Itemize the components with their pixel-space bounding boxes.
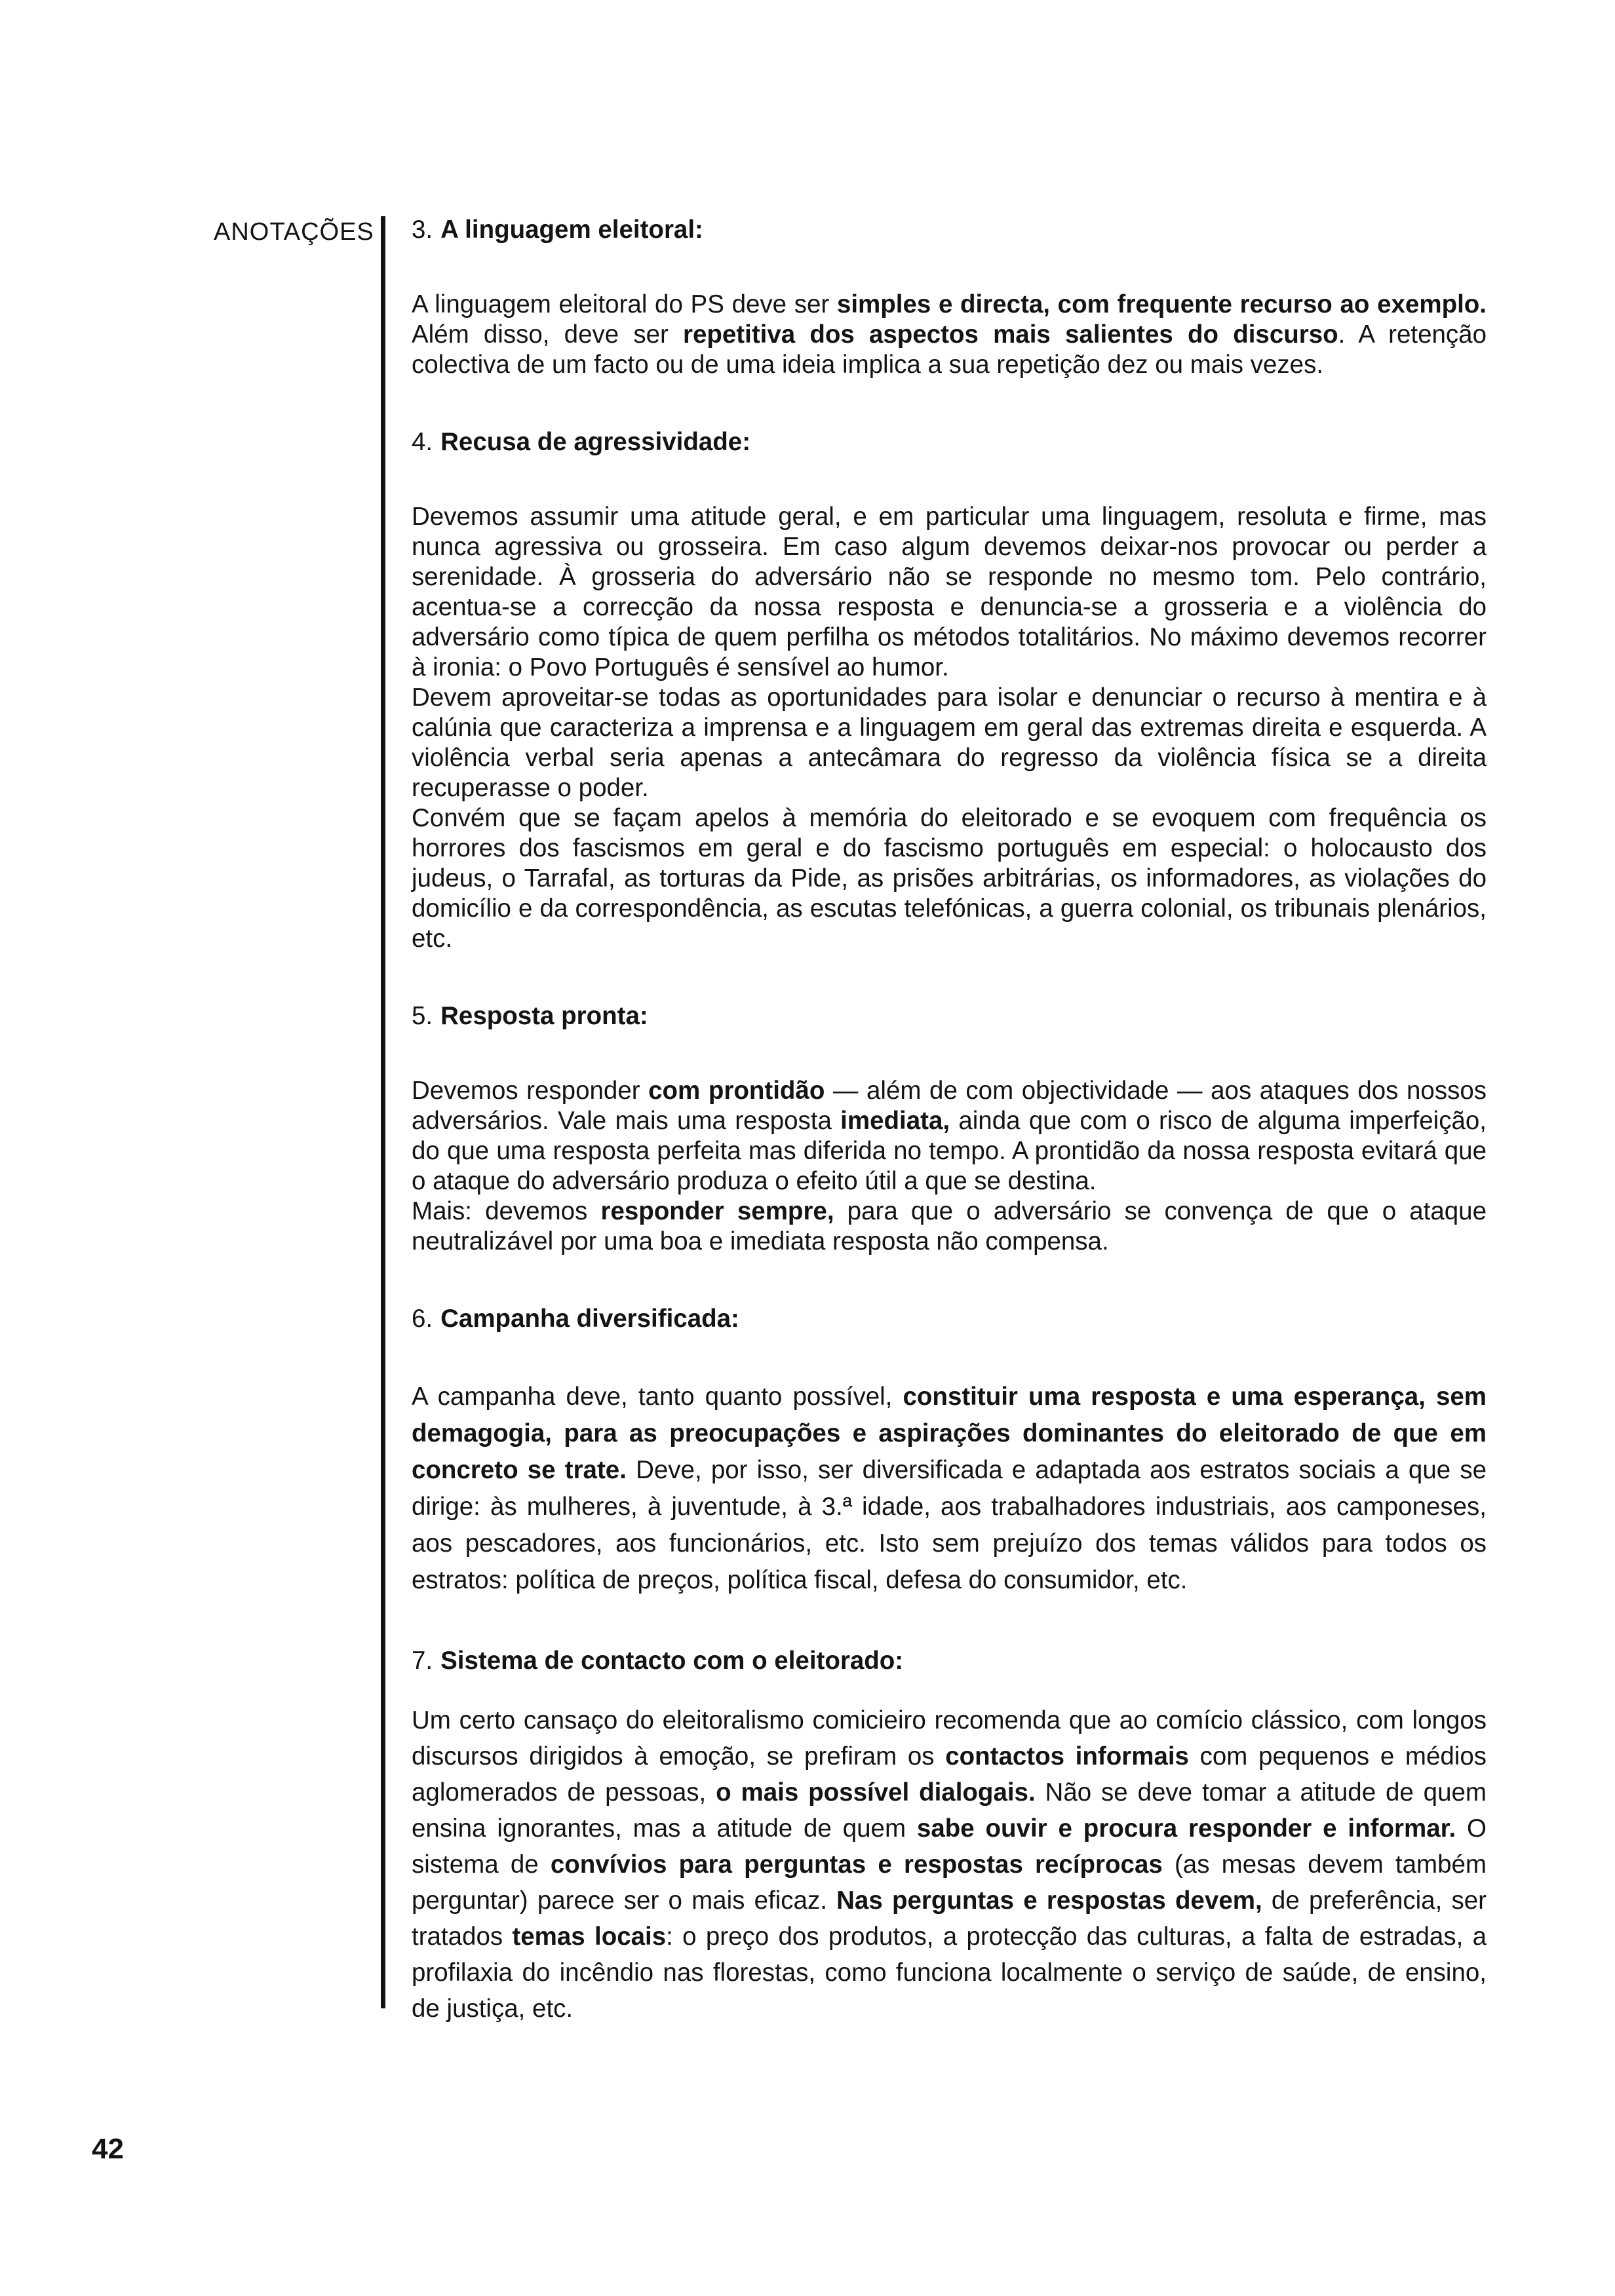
section-number: 6. <box>412 1305 433 1333</box>
section-4-paragraph-2: Devem aproveitar-se todas as oportunidades para isolar e denunciar o recurso à mentira e à calúnia que caracteriza a imprensa e a linguagem em geral das extremas direita e esquerda. A violência verbal seria apenas a antecâmara do regresso da violência física se a direita recuperasse o poder. <box>412 683 1487 802</box>
section-7-heading <box>412 1646 1487 1676</box>
section-number: 4. <box>412 428 433 456</box>
section-5-paragraph-2: Mais: devemos responder sempre, para que o adversário se convença de que o ataque neutralizável por uma boa e imediata resposta não compensa. <box>412 1197 1487 1255</box>
section-title: Campanha diversificada: <box>440 1305 739 1333</box>
section-4-heading <box>412 427 1487 457</box>
section-5-paragraph-1: Devemos responder com prontidão — além de com objectividade — aos ataques dos nossos adversários. Vale mais uma resposta imediata, ainda que com o risco de alguma imperfeição, do que uma resposta perfeita mas diferida no tempo. A prontidão da nossa resposta evitará que o ataque do adversário produza o efeito útil a que se destina. <box>412 1077 1487 1195</box>
section-title: Sistema de contacto com o eleitorado: <box>440 1647 904 1675</box>
section-6-heading <box>412 1304 1487 1334</box>
section-4-paragraph-1: Devemos assumir uma atitude geral, e em particular uma linguagem, resoluta e firme, mas nunca agressiva ou grosseira. Em caso algum devemos deixar-nos provocar ou perder a serenidade. À grosseria do adversário não se responde no mesmo tom. Pelo contrário, acentua-se a correcção da nossa resposta e denuncia-se a grosseria e a violência do adversário como típica de quem perfilha os métodos totalitários. No máximo devemos recorrer à ironia: o Povo Português é sensível ao humor. <box>412 503 1487 681</box>
page-number: 42 <box>92 2133 124 2165</box>
margin-rule <box>381 216 385 2008</box>
section-7-paragraph: Um certo cansaço do eleitoralismo comicieiro recomenda que ao comício clássico, com longos discursos dirigidos à emoção, se prefiram os contactos informais com pequenos e médios aglomerados de pessoas, o mais possível dialogais. Não se deve tomar a atitude de quem ensina ignorantes, mas a atitude de quem sabe ouvir e procura responder e informar. O sistema de convívios para perguntas e respostas recíprocas (as mesas devem também perguntar) parece ser o mais eficaz. Nas perguntas e respostas devem, de preferência, ser tratados temas locais: o preço dos produtos, a protecção das culturas, a falta de estradas, a profilaxia do incêndio nas florestas, como funciona localmente o serviço de saúde, de ensino, de justiça, etc. <box>412 1706 1487 2023</box>
section-number: 3. <box>412 216 433 244</box>
section-title: A linguagem eleitoral: <box>440 216 703 244</box>
document-body <box>412 215 1487 2027</box>
margin-label-anotacoes: ANOTAÇÕES <box>214 218 374 246</box>
section-3-heading <box>412 215 1487 245</box>
section-5-heading <box>412 1001 1487 1031</box>
section-title: Recusa de agressividade: <box>440 428 751 456</box>
section-6-paragraph: A campanha deve, tanto quanto possível, constituir uma resposta e uma esperança, sem demagogia, para as preocupações e aspirações dominantes do eleitorado de que em concreto se trate. Deve, por isso, ser diversificada e adaptada aos estratos sociais a que se dirige: às mulheres, à juventude, à 3.ª idade, aos trabalhadores industriais, aos camponeses, aos pescadores, aos funcionários, etc. Isto sem prejuízo dos temas válidos para todos os estratos: política de preços, política fiscal, defesa do consumidor, etc. <box>412 1383 1487 1594</box>
section-4-paragraph-3: Convém que se façam apelos à memória do eleitorado e se evoquem com frequência os horrores dos fascismos em geral e do fascismo português em especial: o holocausto dos judeus, o Tarrafal, as torturas da Pide, as prisões arbitrárias, os informadores, as violações do domicílio e da correspondência, as escutas telefónicas, a guerra colonial, os tribunais plenários, etc. <box>412 804 1487 953</box>
section-title: Resposta pronta: <box>440 1002 648 1030</box>
section-number: 7. <box>412 1647 433 1675</box>
section-3-paragraph: A linguagem eleitoral do PS deve ser simples e directa, com frequente recurso ao exemplo. Além disso, deve ser repetitiva dos aspectos mais salientes do discurso. A retenção colectiva de um facto ou de uma ideia implica a sua repetição dez ou mais vezes. <box>412 290 1487 379</box>
section-number: 5. <box>412 1002 433 1030</box>
